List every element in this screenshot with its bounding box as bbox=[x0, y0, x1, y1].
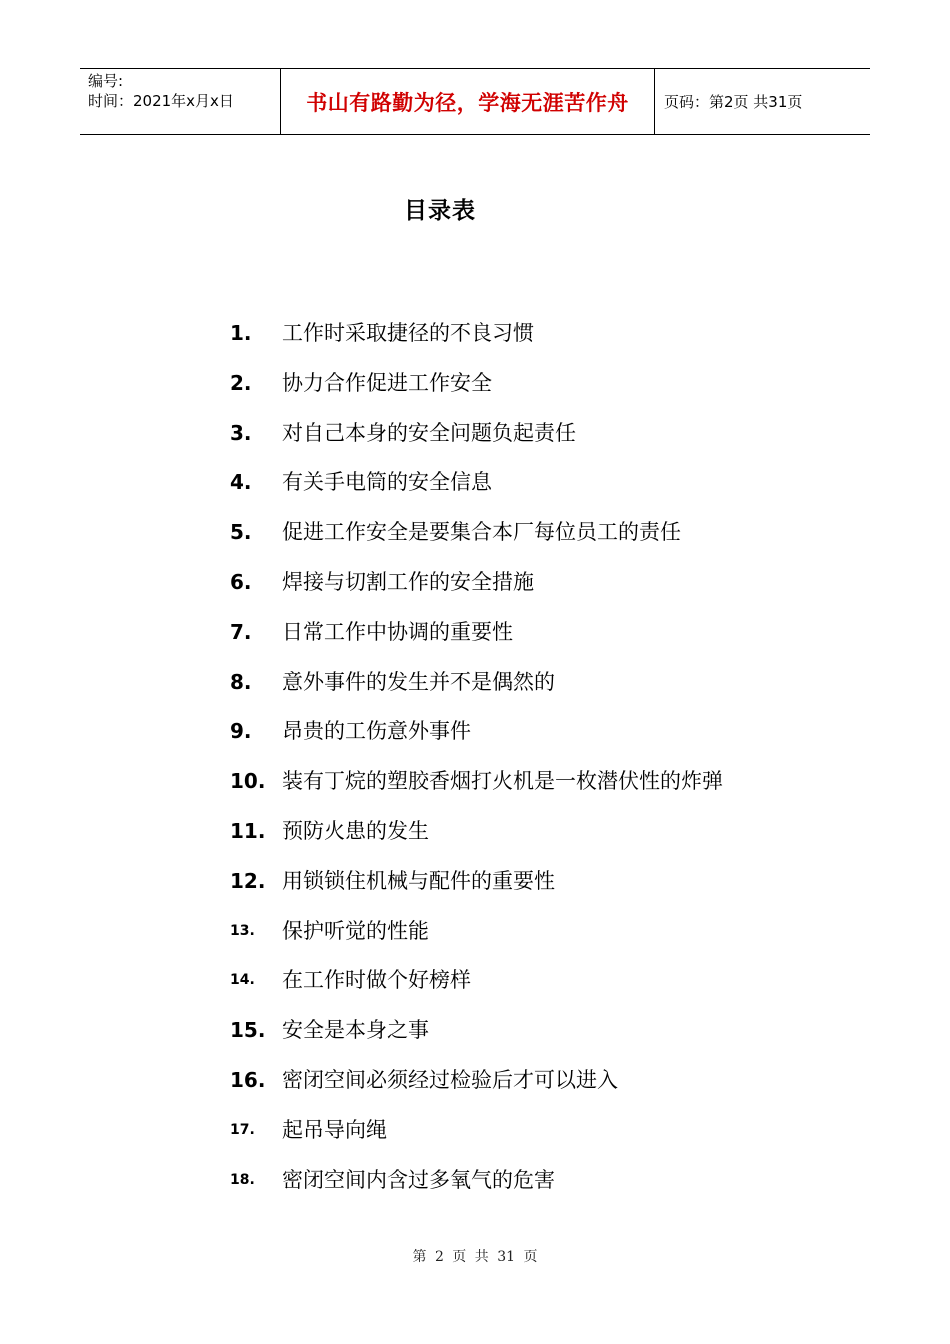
toc-number: 18. bbox=[230, 1171, 255, 1188]
toc-number: 10. bbox=[230, 769, 266, 794]
toc-item bbox=[230, 417, 870, 467]
toc-number: 5. bbox=[230, 520, 252, 545]
toc-number: 8. bbox=[230, 669, 252, 694]
toc-number: 12. bbox=[230, 868, 266, 893]
toc-item bbox=[230, 715, 870, 765]
toc-title: 保护听觉的性能 bbox=[282, 918, 429, 943]
toc-item bbox=[230, 566, 870, 616]
page-header bbox=[80, 68, 870, 135]
toc-item bbox=[230, 466, 870, 516]
toc-number: 13. bbox=[230, 922, 255, 939]
toc-number: 17. bbox=[230, 1121, 255, 1138]
toc-number: 14. bbox=[230, 972, 255, 989]
toc-item bbox=[230, 765, 870, 815]
toc-title: 焊接与切割工作的安全措施 bbox=[282, 569, 534, 594]
toc-item bbox=[230, 964, 870, 1014]
serial-label: 编号: bbox=[88, 72, 124, 90]
toc-item bbox=[230, 915, 870, 965]
toc-item bbox=[230, 367, 870, 417]
toc-title: 装有丁烷的塑胶香烟打火机是一枚潜伏性的炸弹 bbox=[282, 769, 723, 794]
toc-title: 工作时采取捷径的不良习惯 bbox=[282, 321, 534, 345]
toc-item bbox=[230, 1014, 870, 1064]
toc-number: 7. bbox=[230, 619, 252, 644]
toc-number: 2. bbox=[230, 370, 252, 395]
toc-item bbox=[230, 666, 870, 716]
toc-title: 对自己本身的安全问题负起责任 bbox=[282, 420, 576, 445]
toc-number: 9. bbox=[230, 719, 252, 744]
table-of-contents bbox=[230, 317, 870, 1213]
page-title: 目录表 bbox=[404, 198, 476, 224]
toc-number: 4. bbox=[230, 470, 252, 495]
toc-title: 昂贵的工伤意外事件 bbox=[282, 719, 471, 744]
header-meta bbox=[80, 69, 281, 134]
header-page-info: 页码：第2页 共31页 bbox=[664, 93, 803, 111]
toc-item bbox=[230, 1114, 870, 1164]
toc-number: 16. bbox=[230, 1067, 266, 1092]
toc-item bbox=[230, 865, 870, 915]
toc-title: 促进工作安全是要集合本厂每位员工的责任 bbox=[282, 520, 681, 545]
toc-title: 密闭空间内含过多氧气的危害 bbox=[282, 1167, 555, 1192]
toc-item bbox=[230, 815, 870, 865]
toc-item bbox=[230, 516, 870, 566]
toc-title: 在工作时做个好榜样 bbox=[282, 968, 471, 993]
date-label: 时间：2021年x月x日 bbox=[88, 92, 234, 110]
toc-title: 预防火患的发生 bbox=[282, 818, 429, 843]
toc-item bbox=[230, 616, 870, 666]
toc-number: 15. bbox=[230, 1018, 266, 1043]
toc-number: 3. bbox=[230, 420, 252, 445]
toc-title: 起吊导向绳 bbox=[282, 1117, 387, 1142]
toc-title: 密闭空间必须经过检验后才可以进入 bbox=[282, 1067, 618, 1092]
page-footer: 第 2 页 共 31 页 bbox=[412, 1249, 538, 1265]
toc-title: 安全是本身之事 bbox=[282, 1018, 429, 1043]
toc-item bbox=[230, 1164, 870, 1214]
toc-number: 6. bbox=[230, 569, 252, 594]
toc-item bbox=[230, 1064, 870, 1114]
toc-number: 1. bbox=[230, 321, 252, 345]
toc-title: 意外事件的发生并不是偶然的 bbox=[282, 669, 555, 694]
toc-title: 有关手电筒的安全信息 bbox=[282, 470, 492, 495]
toc-title: 日常工作中协调的重要性 bbox=[282, 619, 513, 644]
toc-item bbox=[230, 317, 870, 367]
toc-title: 用锁锁住机械与配件的重要性 bbox=[282, 868, 555, 893]
toc-number: 11. bbox=[230, 818, 266, 843]
toc-title: 协力合作促进工作安全 bbox=[282, 370, 492, 395]
header-motto: 书山有路勤为径，学海无涯苦作舟 bbox=[281, 69, 655, 134]
